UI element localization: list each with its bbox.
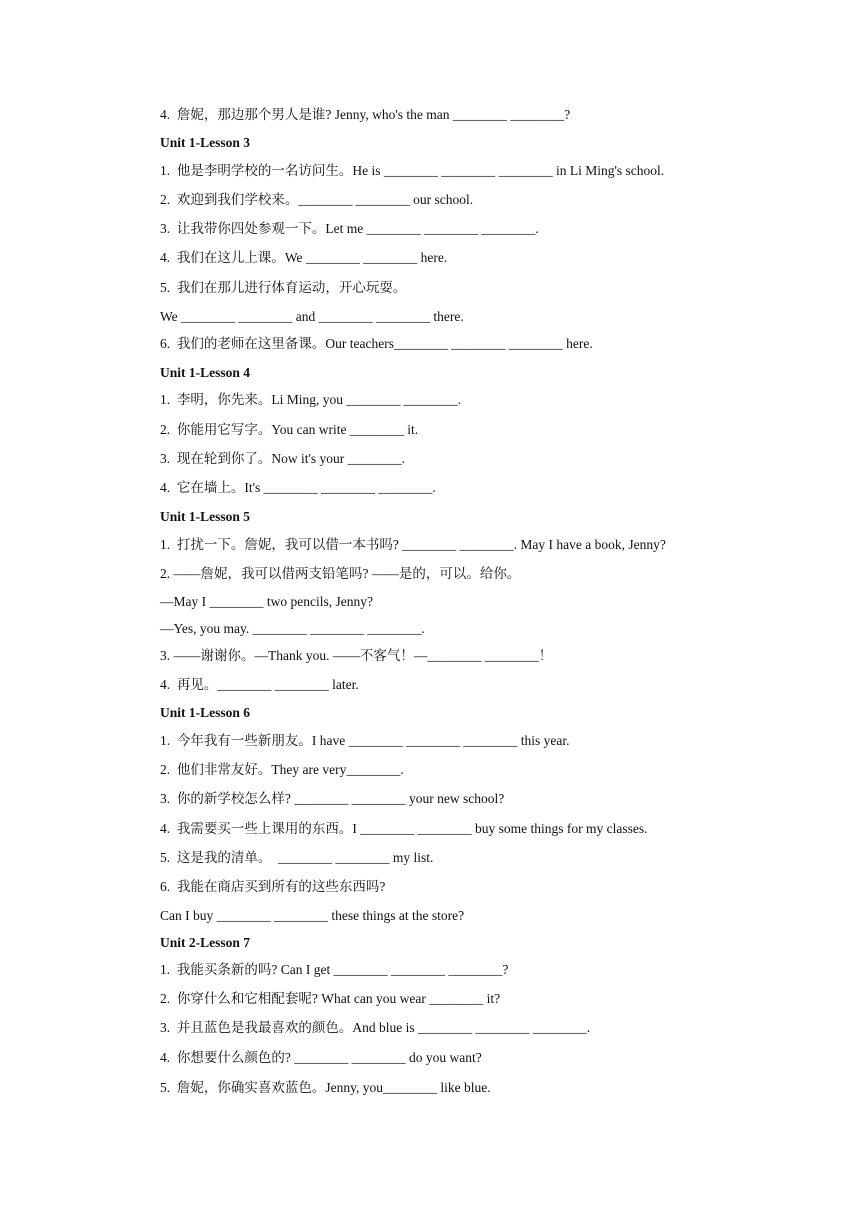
exercise-line: 4. 它在墙上。It's ________ ________ ________. [160,480,436,495]
exercise-line: 6. 我能在商店买到所有的这些东西吗? [160,879,386,894]
exercise-line: 2. ——詹妮，我可以借两支铅笔吗? ——是的，可以。给你。 [160,566,521,581]
exercise-line: 4. 我需要买一些上课用的东西。I ________ ________ buy some things for my classes. [160,821,648,836]
exercise-line: 4. 再见。________ ________ later. [160,677,359,692]
exercise-line: 5. 我们在那儿进行体育运动，开心玩耍。 [160,280,407,295]
exercise-line: 2. 欢迎到我们学校来。________ ________ our school. [160,192,474,207]
exercise-line: 4. 我们在这儿上课。We ________ ________ here. [160,250,448,265]
section-heading: Unit 1-Lesson 4 [160,365,251,380]
exercise-line: 5. 这是我的清单。 ________ ________ my list. [160,850,434,865]
exercise-line: 1. 打扰一下。詹妮，我可以借一本书吗? ________ ________. May I have a book, Jenny? [160,537,666,552]
exercise-line: 1. 他是李明学校的一名访问生。He is ________ ________ ________ in Li Ming's school. [160,163,665,178]
exercise-line: —Yes, you may. ________ ________ ________. [160,621,425,636]
section-heading: Unit 1-Lesson 5 [160,509,251,524]
exercise-line: 2. 你穿什么和它相配套呢? What can you wear ________ it? [160,991,501,1006]
exercise-line: 6. 我们的老师在这里备课。Our teachers________ ________ ________ here. [160,336,593,351]
section-heading: Unit 1-Lesson 6 [160,705,251,720]
section-heading: Unit 2-Lesson 7 [160,935,251,950]
exercise-line: 3. 并且蓝色是我最喜欢的颜色。And blue is ________ ________ ________. [160,1020,591,1035]
exercise-line: 3. ——谢谢你。—Thank you. ——不客气！—________ ________！ [160,648,553,663]
exercise-line: 5. 詹妮，你确实喜欢蓝色。Jenny, you________ like blue. [160,1080,491,1095]
exercise-line: 4. 你想要什么颜色的? ________ ________ do you want? [160,1050,482,1065]
exercise-line: 1. 今年我有一些新朋友。I have ________ ________ ________ this year. [160,733,570,748]
exercise-line: 1. 我能买条新的吗? Can I get ________ ________ ________? [160,962,509,977]
exercise-line: 2. 他们非常友好。They are very________. [160,762,404,777]
exercise-line: Can I buy ________ ________ these things at the store? [160,908,465,923]
exercise-line: 3. 现在轮到你了。Now it's your ________. [160,451,406,466]
section-heading: Unit 1-Lesson 3 [160,135,251,150]
exercise-line: 3. 让我带你四处参观一下。Let me ________ ________ ________. [160,221,539,236]
exercise-line: 4. 詹妮，那边那个男人是谁? Jenny, who's the man ________ ________? [160,107,571,122]
exercise-line: 3. 你的新学校怎么样? ________ ________ your new school? [160,791,505,806]
exercise-line: We ________ ________ and ________ ________ there. [160,309,464,324]
exercise-line: 2. 你能用它写字。You can write ________ it. [160,422,419,437]
exercise-line: 1. 李明，你先来。Li Ming, you ________ ________. [160,392,462,407]
exercise-line: —May I ________ two pencils, Jenny? [160,594,373,609]
